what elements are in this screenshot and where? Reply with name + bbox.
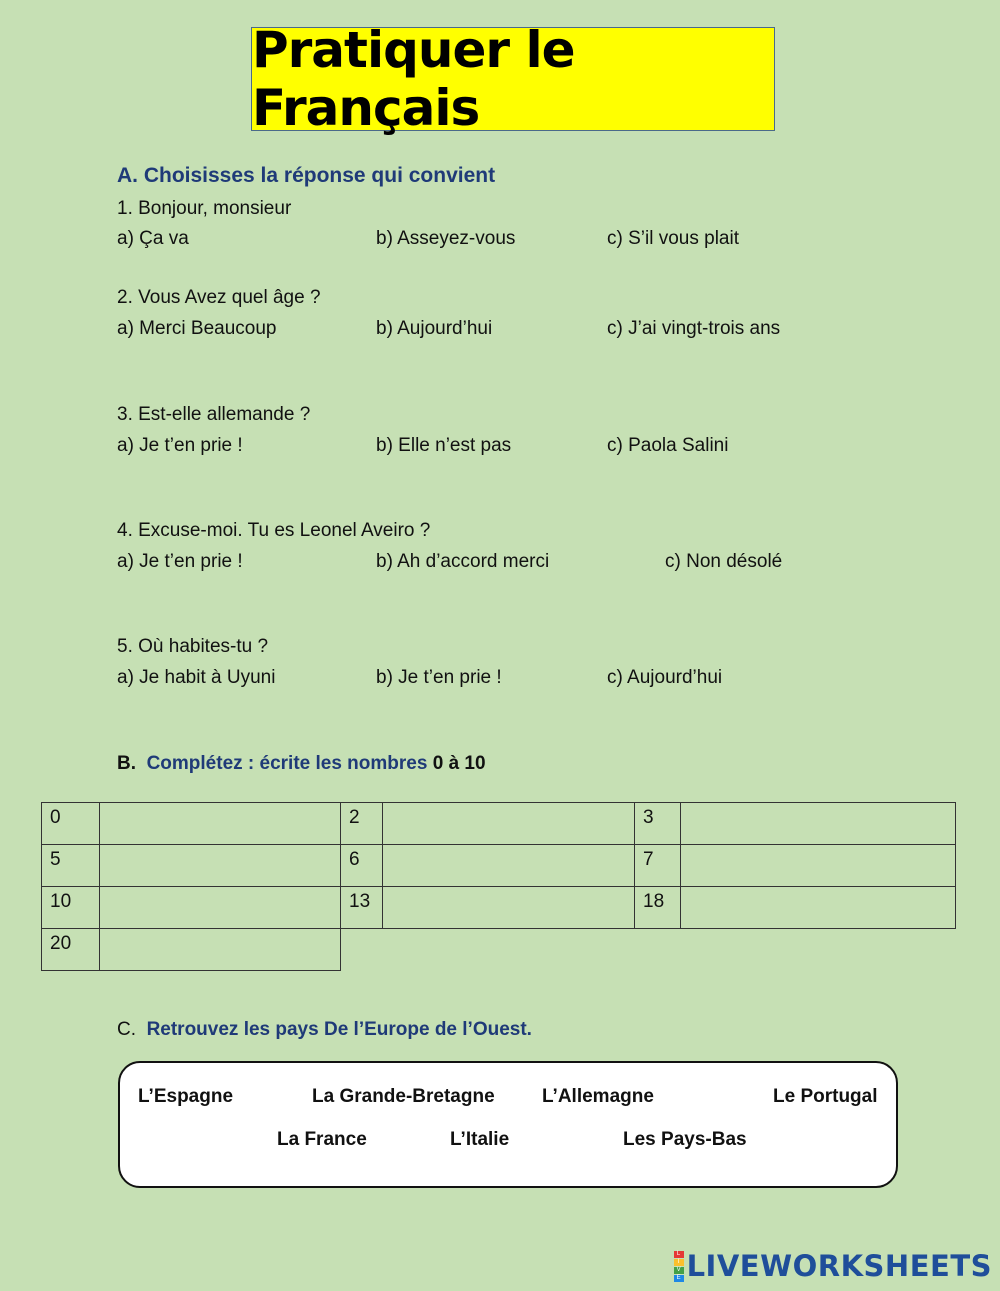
empty-cell	[341, 929, 956, 971]
page-title: Pratiquer le Français	[252, 21, 575, 137]
table-row	[42, 887, 956, 929]
number-cell: 3	[635, 803, 681, 845]
question-4: 4. Excuse-moi. Tu es Leonel Aveiro ?	[117, 520, 431, 541]
section-c-title: Retrouvez les pays De l’Europe de l’Ouest.	[146, 1019, 532, 1040]
answer-cell[interactable]	[383, 887, 635, 929]
q3-option-a[interactable]: a) Je t’en prie !	[117, 435, 243, 456]
logo-tile: I	[674, 1259, 684, 1266]
answer-cell[interactable]	[681, 845, 956, 887]
number-cell: 20	[42, 929, 100, 971]
table-row	[42, 929, 956, 971]
q4-option-b[interactable]: b) Ah d’accord merci	[376, 551, 550, 572]
number-cell: 5	[42, 845, 100, 887]
question-5: 5. Où habites-tu ?	[117, 636, 269, 657]
logo-text: LIVEWORKSHEETS	[686, 1249, 992, 1283]
q3-option-c[interactable]: c) Paola Salini	[607, 435, 729, 456]
country-word[interactable]: La France	[277, 1129, 367, 1150]
section-b-label: B.	[117, 753, 136, 774]
section-b-heading	[117, 753, 486, 775]
q1-option-c[interactable]: c) S’il vous plait	[607, 228, 739, 249]
title-box	[251, 21, 775, 137]
section-c-label: C.	[117, 1019, 136, 1040]
q2-option-c[interactable]: c) J’ai vingt-trois ans	[607, 318, 781, 339]
country-word[interactable]: Les Pays-Bas	[623, 1129, 747, 1150]
country-word[interactable]: La Grande-Bretagne	[312, 1086, 495, 1107]
country-word[interactable]: L’Espagne	[138, 1086, 234, 1107]
table-row	[42, 803, 956, 845]
q4-option-c[interactable]: c) Non désolé	[665, 551, 783, 572]
answer-cell[interactable]	[681, 803, 956, 845]
number-cell: 2	[341, 803, 383, 845]
logo-icon	[674, 1251, 684, 1282]
liveworksheets-logo	[674, 1249, 992, 1283]
answer-cell[interactable]	[100, 845, 341, 887]
country-word[interactable]: Le Portugal	[773, 1086, 878, 1107]
country-box	[118, 1061, 898, 1188]
section-b-title: Complétez : écrite les nombres	[146, 753, 428, 774]
answer-cell[interactable]	[100, 929, 341, 971]
q5-option-a[interactable]: a) Je habit à Uyuni	[117, 667, 276, 688]
question-3: 3. Est-elle allemande ?	[117, 404, 311, 425]
question-1: 1. Bonjour, monsieur	[117, 198, 292, 219]
q5-option-c[interactable]: c) Aujourd’hui	[607, 667, 723, 688]
section-a-heading: A. Choisisses la réponse qui convient	[117, 164, 496, 187]
answer-cell[interactable]	[100, 803, 341, 845]
q2-option-b[interactable]: b) Aujourd’hui	[376, 318, 493, 339]
answer-cell[interactable]	[383, 803, 635, 845]
number-cell: 6	[341, 845, 383, 887]
logo-tile: L	[674, 1251, 684, 1258]
question-2: 2. Vous Avez quel âge ?	[117, 287, 321, 308]
number-cell: 10	[42, 887, 100, 929]
answer-cell[interactable]	[100, 887, 341, 929]
number-cell: 0	[42, 803, 100, 845]
number-cell: 18	[635, 887, 681, 929]
q3-option-b[interactable]: b) Elle n’est pas	[376, 435, 512, 456]
section-c-heading	[117, 1019, 532, 1041]
logo-tile: E	[674, 1275, 684, 1282]
number-cell: 13	[341, 887, 383, 929]
q5-option-b[interactable]: b) Je t’en prie !	[376, 667, 502, 688]
numbers-table	[41, 802, 956, 971]
answer-cell[interactable]	[383, 845, 635, 887]
q1-option-b[interactable]: b) Asseyez-vous	[376, 228, 516, 249]
answer-cell[interactable]	[681, 887, 956, 929]
table-row	[42, 845, 956, 887]
q2-option-a[interactable]: a) Merci Beaucoup	[117, 318, 277, 339]
q1-option-a[interactable]: a) Ça va	[117, 228, 189, 249]
logo-tile: V	[674, 1267, 684, 1274]
country-word[interactable]: L’Italie	[450, 1129, 510, 1150]
q4-option-a[interactable]: a) Je t’en prie !	[117, 551, 243, 572]
section-b-range: 0 à 10	[432, 753, 486, 774]
country-word[interactable]: L’Allemagne	[542, 1086, 654, 1107]
number-cell: 7	[635, 845, 681, 887]
